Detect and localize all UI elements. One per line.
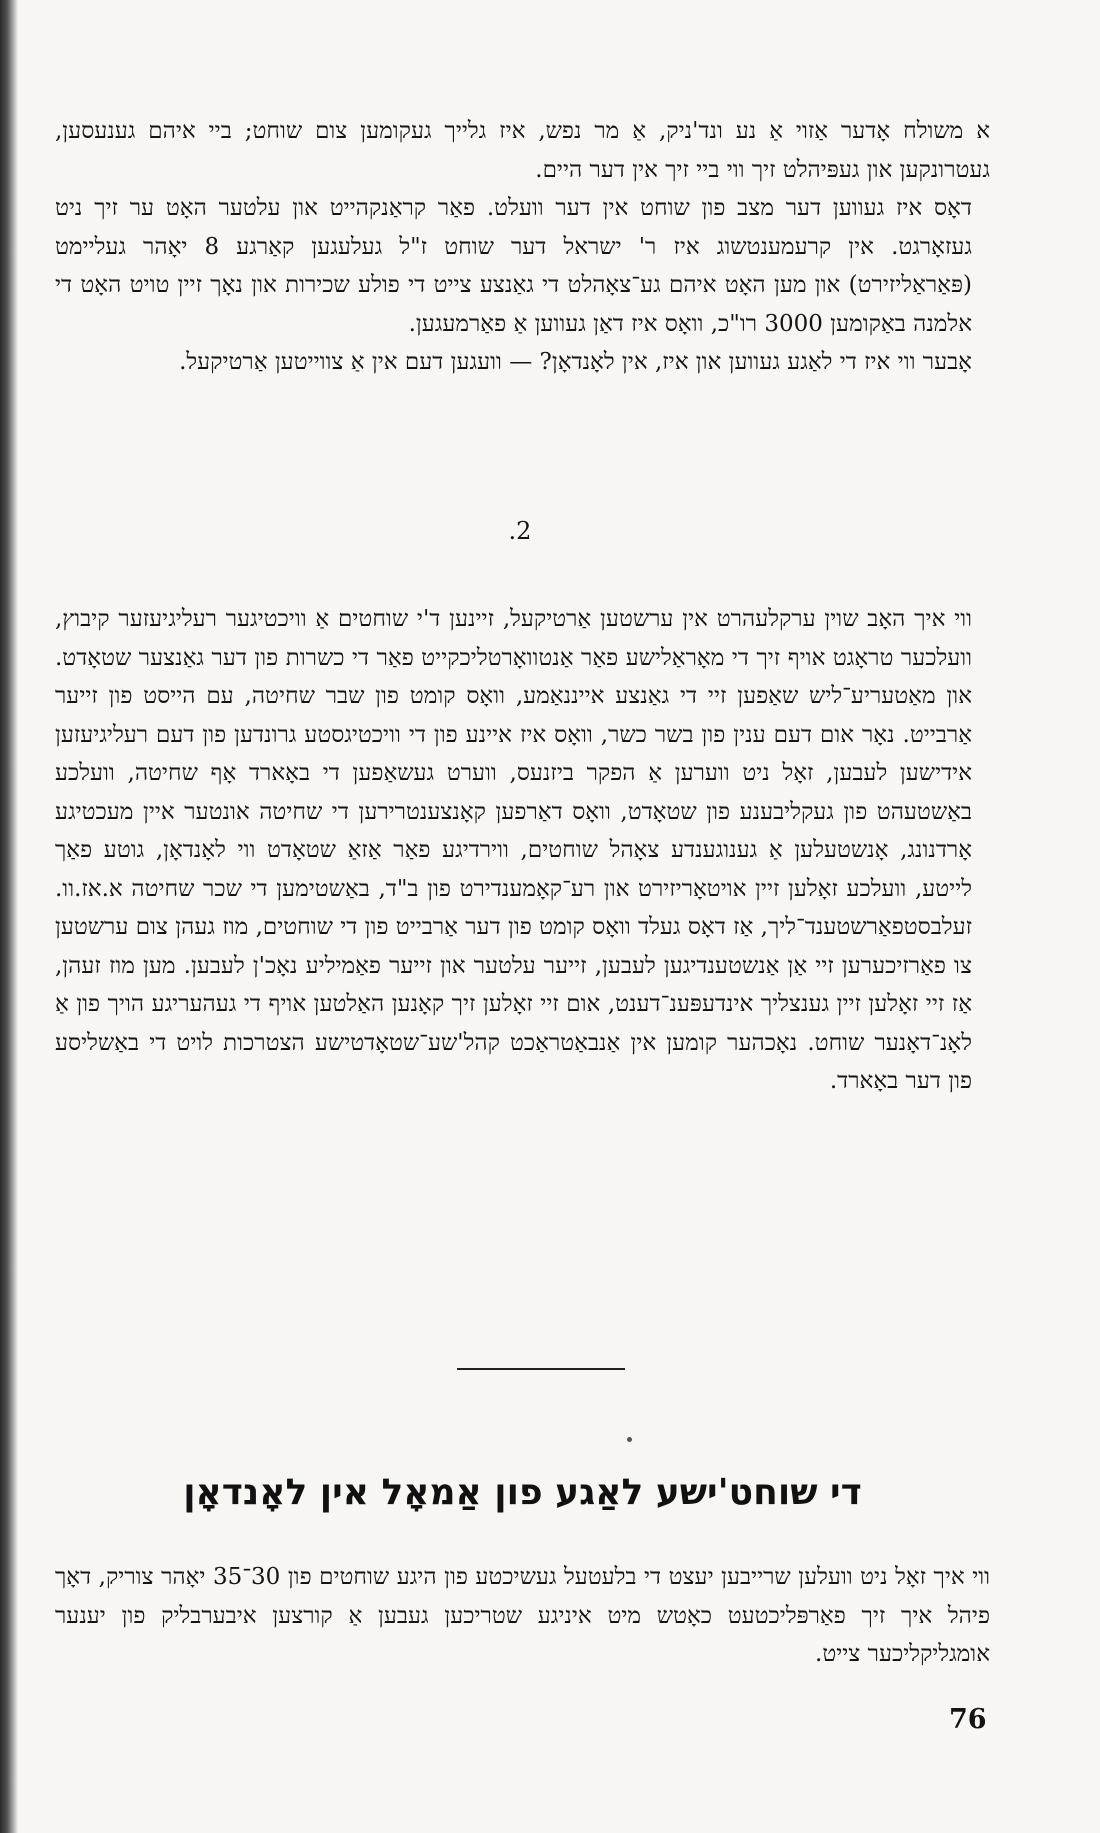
middle-text-section [55, 600, 990, 1101]
section-separator-rule [457, 1368, 625, 1370]
print-speck [627, 1437, 632, 1442]
paragraph: ווי איך זאָל ניט וועלען שרייבען יעצט די בלעטעל געשיכטע פון היגע שוחטים פון 30־35 יאָהר צוריק, דאָך פיהל איך זיך פאַרפּליכטעט כאָטש מיט איניגע שטריכען געבען אַ קורצען איבערבליק פון יענער אומגליקליכער צייט. [55, 1564, 990, 1667]
paragraph: אָבער ווי איז די לאַגע געווען און איז, אין לאָנדאָן? — וועגען דעם אין אַ צווייטען אַרטיקעל. [179, 349, 972, 375]
paragraph: א משולח אָדער אַזוי אַ נע ונד'ניק, אַ מר נפש, איז גלייך געקומען צום שוחט; ביי איהם גענעסען, געטרונקען און געפּיהלט זיך ווי ביי זיך אין דער היים. [55, 118, 990, 183]
section-number: .2 [508, 517, 532, 545]
paragraph: ווי איך האָב שוין ערקלעהרט אין ערשטען אַרטיקעל, זיינען ד'י שוחטים אַ וויכטיגער רעליגיעזער קיבוץ, וועלכער טראָגט אויף זיך די מאָראַלישע פאַר אַנטוואָרטליכקייט פאַר די כשרות פון דער גאַנצער שטאָדט. און מאַטעריע־ליש שאַפען זיי די גאַנצע אייננאַמע, וואָס קומט פון שבר שחיטה, עם הייסט פון זייער אַרבייט. נאָר אום דעם ענין פון בשר כשר, וואָס איז איינע פון די וויכטיגסטע גרונדען פון דעם רעליגיעזען אידישען לעבען, זאָל ניט ווערען אַ הפקר ביזנעס, ווערט געשאַפען די באָארד אָף שחיטה, וועלכע באַשטעהט פון געקליבענע פון שטאָדט, וואָס דאַרפען קאָנצענטרירען די שחיטה אונטער איין מעכטיגע אָרדנונג, אָנשטעלען אַ גענוגענדע צאָהל שוחטים, ווירדיגע פאַר אַזאַ שטאָדט ווי לאָנדאָן, גוטע פאַך לייטע, וועלכע זאָלען זיין אויטאָריזירט און רע־קאָמענדירט פון ב"ד, באַשטימען די שכר שחיטה א.אז.וו. זעלבסטפאַרשטענד־ליך, אַז דאָס געלד וואָס קומט פון דער אַרבייט פון די שוחטים, מוז געהן צום ערשטען צו פאַרזיכערען זיי אַן אַנשטענדיגען לעבען, זייער עלטער און זייער פאַמיליע נאָכ'ן לעבען. מען מוז זעהן, אַז זיי זאָלען זיין גענצליך אינדעפּענ־דענט, אום זיי זאָלען זיך קאָנען האַלטען אויף די געהעריגע הויך פון אַ לאָנ־דאָנער שוחט. נאָכהער קומען אין אַנבאַטראַכט קהל'שע־שטאָדטישע הצטרכות לויט די באַשליסע פון דער באָארד. [55, 606, 972, 1094]
article-text-section [55, 1558, 990, 1674]
scan-shadow-edge [0, 0, 18, 1833]
page-number: 76 [949, 1704, 987, 1735]
top-text-section [55, 112, 990, 382]
paragraph: דאָס איז געווען דער מצב פון שוחט אין דער וועלט. פאַר קראַנקהייט און עלטער האָט ער זיך ניט געזאָרגט. אין קרעמענטשוג איז ר' ישראל דער שוחט ז"ל געלעגען קאַרגע 8 יאָהר געליימט (פּאַראַליזירט) און מען האָט איהם גע־צאָהלט די גאַנצע צייט די פולע שכירות און נאָך זיין טויט האָט די אלמנה באַקומען 3000 רו"כ, וואָס איז דאַן געווען אַ פאַרמעגען. [55, 195, 973, 337]
article-title: די שוחט'ישע לאַגע פון אַמאָל אין לאָנדאָן [183, 1472, 862, 1513]
